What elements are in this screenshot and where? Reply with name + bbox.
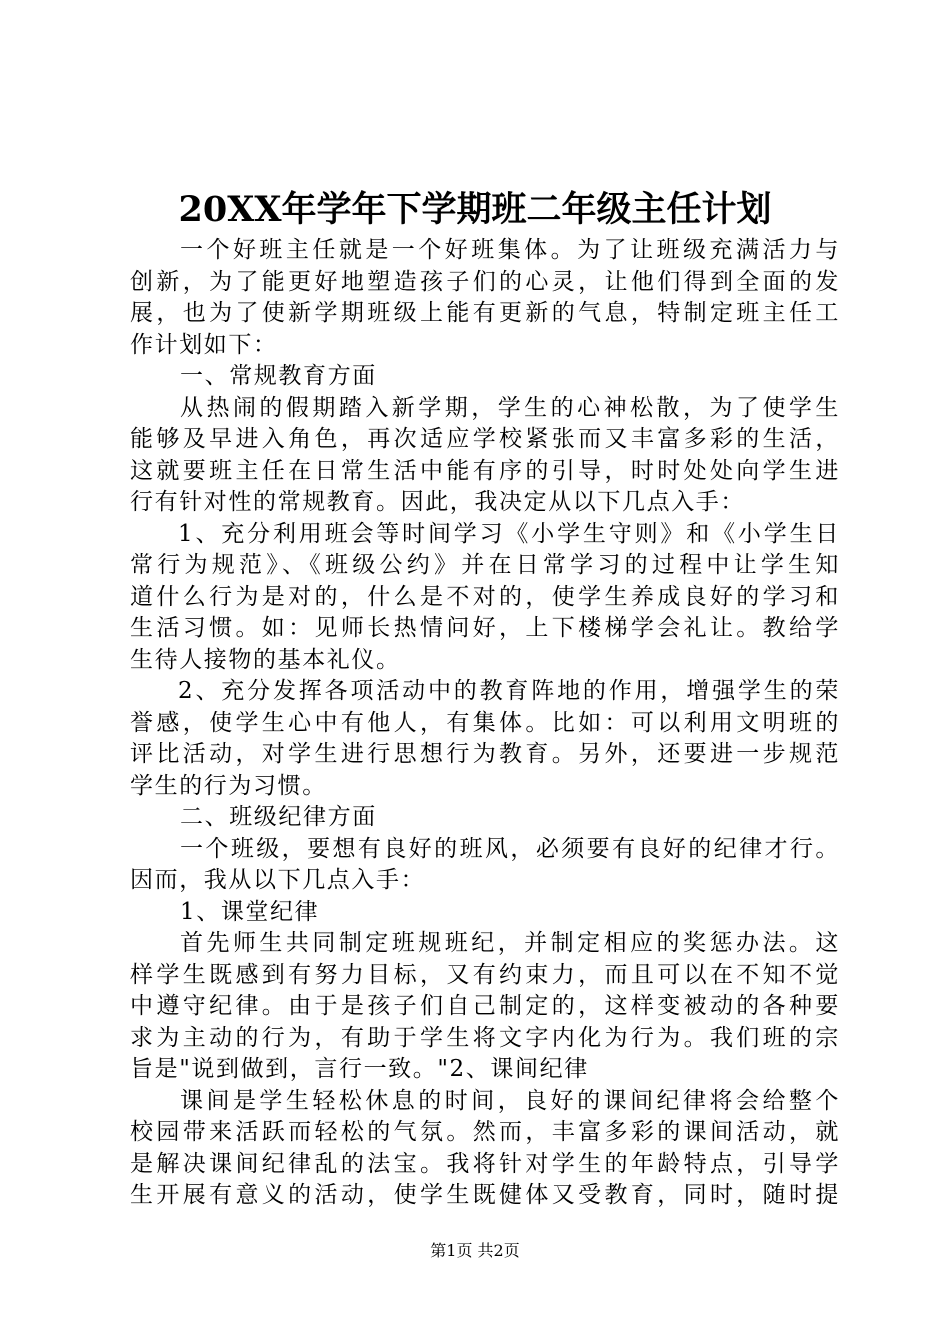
document-title: 20XX年学年下学期班二年级主任计划	[178, 189, 772, 230]
body-text-line: 学生的行为习惯。	[130, 772, 327, 799]
body-text-line: 这就要班主任在日常生活中能有序的引导，时时处处向学生进	[130, 457, 840, 484]
body-text-line: 道什么行为是对的，什么是不对的，使学生养成良好的学习和	[130, 583, 840, 610]
body-text-line: 能够及早进入角色，再次适应学校紧张而又丰富多彩的生活，	[130, 426, 840, 452]
body-text-line: 行有针对性的常规教育。因此，我决定从以下几点入手：	[130, 489, 745, 515]
body-text-line: 一、常规教育方面	[180, 363, 377, 389]
body-text-line: 2、充分发挥各项活动中的教育阵地的作用，增强学生的荣	[178, 678, 840, 704]
body-text-line: 中遵守纪律。由于是孩子们自己制定的，这样变被动的各种要	[130, 993, 840, 1019]
body-text-line: 生活习惯。如：见师长热情问好，上下楼梯学会礼让。教给学	[130, 615, 840, 641]
body-text-line: 旨是"说到做到，言行一致。"2、课间纪律	[130, 1056, 589, 1082]
body-text-line: 二、班级纪律方面	[180, 804, 377, 830]
body-text-line: 创新，为了能更好地塑造孩子们的心灵，让他们得到全面的发	[130, 268, 840, 295]
body-text-line: 校园带来活跃而轻松的气氛。然而，丰富多彩的课间活动，就	[130, 1119, 840, 1145]
body-text-line: 1、课堂纪律	[180, 898, 320, 925]
body-text-line: 一个好班主任就是一个好班集体。为了让班级充满活力与	[180, 237, 840, 263]
body-text-line: 从热闹的假期踏入新学期，学生的心神松散，为了使学生	[180, 394, 840, 421]
body-text-line: 求为主动的行为，有助于学生将文字内化为行为。我们班的宗	[130, 1024, 840, 1051]
body-text-line: 誉感，使学生心中有他人，有集体。比如：可以利用文明班的	[130, 709, 840, 736]
body-text-line: 作计划如下：	[130, 331, 278, 358]
body-text-line: 常行为规范》、《班级公约》并在日常学习的过程中让学生知	[130, 552, 840, 578]
body-text-line: 生开展有意义的活动，使学生既健体又受教育，同时，随时提	[130, 1182, 840, 1208]
body-text-line: 展，也为了使新学期班级上能有更新的气息，特制定班主任工	[130, 300, 840, 326]
body-text-line: 因而，我从以下几点入手：	[130, 867, 426, 893]
body-text-line: 是解决课间纪律乱的法宝。我将针对学生的年龄特点，引导学	[130, 1150, 840, 1177]
body-text-line: 课间是学生轻松休息的时间，良好的课间纪律将会给整个	[180, 1087, 840, 1114]
body-text-line: 1、充分利用班会等时间学习《小学生守则》和《小学生日	[178, 520, 840, 547]
body-text-line: 首先师生共同制定班规班纪，并制定相应的奖惩办法。这	[180, 930, 840, 956]
body-text-line: 评比活动，对学生进行思想行为教育。另外，还要进一步规范	[130, 741, 840, 767]
body-text-line: 生待人接物的基本礼仪。	[130, 646, 401, 673]
body-text-line: 一个班级，要想有良好的班风，必须要有良好的纪律才行。	[180, 835, 840, 862]
body-text-line: 样学生既感到有努力目标，又有约束力，而且可以在不知不觉	[130, 961, 840, 988]
page-footer: 第1页 共2页	[430, 1241, 520, 1260]
document-body	[130, 235, 840, 1212]
